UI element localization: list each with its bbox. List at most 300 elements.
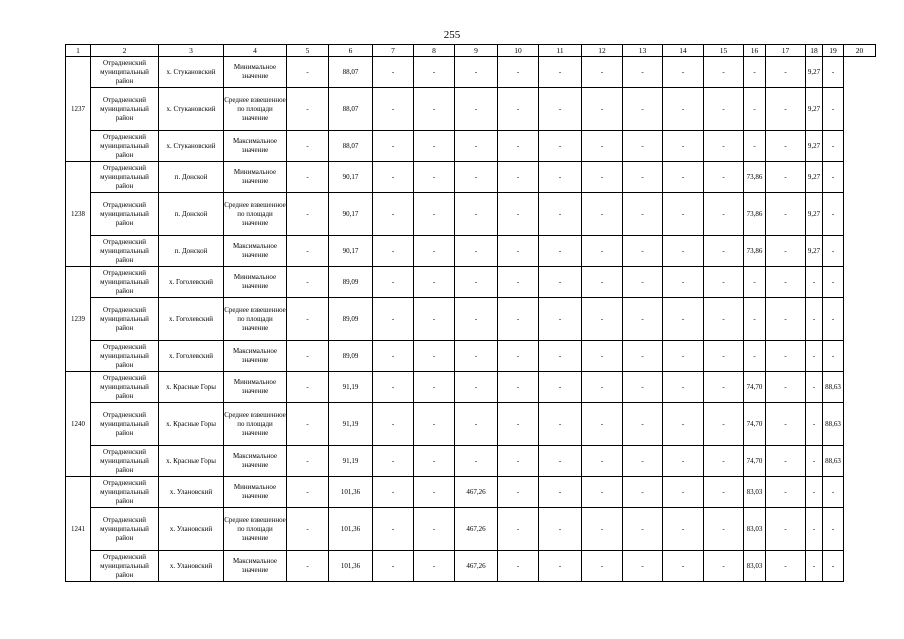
table-cell: - (539, 236, 582, 267)
table-cell: 91,19 (329, 403, 373, 446)
column-header: 16 (744, 45, 766, 57)
table-cell: - (704, 551, 744, 582)
table-cell: - (623, 57, 663, 88)
table-cell: - (455, 341, 498, 372)
column-header: 5 (287, 45, 329, 57)
table-cell: - (455, 298, 498, 341)
table-cell: - (455, 162, 498, 193)
table-row (66, 162, 876, 193)
column-header: 19 (823, 45, 844, 57)
table-cell: - (663, 341, 704, 372)
table-cell: - (287, 193, 329, 236)
table-cell: - (582, 508, 623, 551)
table-row (66, 57, 876, 88)
column-header: 1 (66, 45, 91, 57)
table-row (66, 508, 876, 551)
table-cell: Минимальное значение (224, 57, 287, 88)
table-cell: - (704, 372, 744, 403)
table-cell: - (498, 88, 539, 131)
table-cell: - (806, 446, 823, 477)
table-cell: - (539, 446, 582, 477)
table-cell: - (663, 162, 704, 193)
table-cell: - (806, 403, 823, 446)
table-cell: - (287, 162, 329, 193)
table-cell: - (373, 477, 414, 508)
table-cell: Минимальное значение (224, 267, 287, 298)
table-cell: - (704, 236, 744, 267)
table-cell: - (704, 131, 744, 162)
table-cell: - (663, 403, 704, 446)
table-cell: - (582, 236, 623, 267)
table-cell: - (582, 298, 623, 341)
page-number: 255 (443, 29, 461, 41)
table-cell: - (373, 88, 414, 131)
table-cell: - (823, 57, 844, 88)
table-cell: - (744, 131, 766, 162)
table-cell: - (663, 298, 704, 341)
table-cell: - (582, 162, 623, 193)
table-cell: 101,36 (329, 508, 373, 551)
table-cell: 73,86 (744, 193, 766, 236)
table-cell: - (414, 403, 455, 446)
table-cell: - (414, 477, 455, 508)
table-cell: - (373, 236, 414, 267)
table-cell: 88,07 (329, 131, 373, 162)
column-header: 17 (766, 45, 806, 57)
table-cell: - (539, 267, 582, 298)
table-cell: - (663, 508, 704, 551)
table-cell: 73,86 (744, 236, 766, 267)
table-cell: - (498, 57, 539, 88)
table-cell: х. Гоголевский (159, 267, 224, 298)
table-cell: - (823, 131, 844, 162)
table-cell: - (704, 341, 744, 372)
table-cell: - (582, 57, 623, 88)
table-cell: Отрадненский муниципальный район (91, 162, 159, 193)
table-cell: Отрадненский муниципальный район (91, 88, 159, 131)
table-cell: - (287, 477, 329, 508)
table-cell: - (766, 267, 806, 298)
table-cell: - (373, 446, 414, 477)
table-cell: - (663, 57, 704, 88)
table-cell: х. Улановский (159, 477, 224, 508)
table-cell: Максимальное значение (224, 341, 287, 372)
table-cell: - (373, 162, 414, 193)
table-cell: Отрадненский муниципальный район (91, 372, 159, 403)
column-header: 11 (539, 45, 582, 57)
table-cell: Минимальное значение (224, 162, 287, 193)
table-cell: - (823, 162, 844, 193)
table-cell: - (704, 446, 744, 477)
table-cell: - (663, 193, 704, 236)
table-cell: - (414, 267, 455, 298)
table-cell: - (663, 551, 704, 582)
table-cell: 74,70 (744, 372, 766, 403)
table-cell: - (373, 131, 414, 162)
table-cell: - (539, 193, 582, 236)
table-cell: Отрадненский муниципальный район (91, 403, 159, 446)
table-cell: 88,63 (823, 446, 844, 477)
table-row (66, 341, 876, 372)
column-header: 14 (663, 45, 704, 57)
table-cell: 88,63 (823, 403, 844, 446)
table-cell: - (823, 236, 844, 267)
table-cell: 74,70 (744, 446, 766, 477)
table-cell: - (582, 551, 623, 582)
table-cell: 83,03 (744, 477, 766, 508)
table-cell: 467,26 (455, 477, 498, 508)
table-cell: - (287, 131, 329, 162)
table-cell: - (663, 446, 704, 477)
table-cell: - (414, 298, 455, 341)
table-row (66, 372, 876, 403)
table-cell: х. Гоголевский (159, 298, 224, 341)
table-cell: п. Донской (159, 162, 224, 193)
table-cell: - (287, 341, 329, 372)
table-cell: 467,26 (455, 508, 498, 551)
table-cell: - (806, 298, 823, 341)
table-cell: - (539, 508, 582, 551)
table-cell: - (373, 551, 414, 582)
column-header: 12 (582, 45, 623, 57)
table-row (66, 267, 876, 298)
table-cell: - (823, 477, 844, 508)
table-cell: - (806, 372, 823, 403)
table-cell: - (766, 88, 806, 131)
table-cell: - (823, 508, 844, 551)
table-cell: - (373, 372, 414, 403)
record-number-cell: 1241 (66, 477, 91, 582)
table-cell: - (623, 477, 663, 508)
header-row (66, 45, 876, 57)
table-cell: - (498, 298, 539, 341)
record-number-cell: 1240 (66, 372, 91, 477)
table-body (66, 57, 876, 582)
table-cell: - (287, 236, 329, 267)
table-cell: - (623, 551, 663, 582)
table-cell: Среднее взвешенное по площади значение (224, 298, 287, 341)
table-cell: х. Красные Горы (159, 403, 224, 446)
table-cell: 9,27 (806, 193, 823, 236)
table-cell: Отрадненский муниципальный район (91, 341, 159, 372)
table-cell: - (287, 551, 329, 582)
table-cell: - (766, 446, 806, 477)
table-cell: - (373, 341, 414, 372)
table-cell: - (582, 193, 623, 236)
table-cell: - (823, 551, 844, 582)
table-cell: 88,07 (329, 57, 373, 88)
table-cell: - (287, 57, 329, 88)
table-cell: - (663, 88, 704, 131)
table-row (66, 477, 876, 508)
column-header: 20 (844, 45, 876, 57)
table-cell: Среднее взвешенное по площади значение (224, 403, 287, 446)
table-cell: - (806, 551, 823, 582)
table-cell: - (287, 508, 329, 551)
table-cell: 89,09 (329, 298, 373, 341)
table-cell: - (704, 57, 744, 88)
table-cell: - (623, 298, 663, 341)
table-cell: Максимальное значение (224, 446, 287, 477)
table-cell: - (287, 298, 329, 341)
table-cell: - (455, 267, 498, 298)
table-cell: - (287, 88, 329, 131)
table-cell: - (766, 298, 806, 341)
table-cell: - (806, 508, 823, 551)
column-header: 2 (91, 45, 159, 57)
table-cell: - (414, 131, 455, 162)
table-cell: - (704, 403, 744, 446)
table-cell: - (766, 131, 806, 162)
table-cell: - (704, 477, 744, 508)
table-cell: - (766, 477, 806, 508)
table-cell: х. Улановский (159, 551, 224, 582)
table-cell: 467,26 (455, 551, 498, 582)
table-cell: 101,36 (329, 477, 373, 508)
table-cell: - (766, 341, 806, 372)
table-cell: - (455, 57, 498, 88)
table-cell: - (704, 267, 744, 298)
table-cell: - (744, 88, 766, 131)
table-cell: - (663, 236, 704, 267)
table-cell: - (766, 508, 806, 551)
table-cell: - (373, 508, 414, 551)
table-cell: Минимальное значение (224, 477, 287, 508)
table-cell: Отрадненский муниципальный район (91, 298, 159, 341)
table-cell: 9,27 (806, 131, 823, 162)
table-cell: - (806, 477, 823, 508)
table-cell: - (663, 372, 704, 403)
table-cell: - (373, 267, 414, 298)
table-cell: - (744, 341, 766, 372)
table-cell: Отрадненский муниципальный район (91, 508, 159, 551)
data-table (65, 44, 876, 582)
table-cell: - (373, 403, 414, 446)
table-cell: - (414, 341, 455, 372)
table-cell: - (373, 193, 414, 236)
column-header: 4 (224, 45, 287, 57)
table-cell: 101,36 (329, 551, 373, 582)
table-cell: - (539, 298, 582, 341)
table-cell: - (539, 162, 582, 193)
table-cell: 90,17 (329, 236, 373, 267)
table-cell: - (414, 372, 455, 403)
table-cell: - (582, 267, 623, 298)
table-cell: - (414, 508, 455, 551)
table-cell: - (766, 162, 806, 193)
table-cell: - (623, 341, 663, 372)
table-cell: - (373, 57, 414, 88)
table-cell: - (823, 193, 844, 236)
table-row (66, 446, 876, 477)
table-cell: - (414, 446, 455, 477)
table-cell: 74,70 (744, 403, 766, 446)
table-cell: Отрадненский муниципальный район (91, 446, 159, 477)
table-cell: 90,17 (329, 193, 373, 236)
table-cell: - (623, 508, 663, 551)
table-cell: 91,19 (329, 372, 373, 403)
table-cell: - (455, 236, 498, 267)
table-cell: - (823, 341, 844, 372)
table-cell: - (498, 551, 539, 582)
table-cell: - (287, 372, 329, 403)
table-cell: Среднее взвешенное по площади значение (224, 508, 287, 551)
table-row (66, 551, 876, 582)
table-cell: - (539, 372, 582, 403)
table-cell: - (623, 267, 663, 298)
table-cell: - (766, 236, 806, 267)
table-cell: - (766, 551, 806, 582)
table-cell: Среднее взвешенное по площади значение (224, 193, 287, 236)
table-cell: 91,19 (329, 446, 373, 477)
table-row (66, 236, 876, 267)
record-number-cell: 1237 (66, 57, 91, 162)
table-cell: х. Улановский (159, 508, 224, 551)
table-cell: Минимальное значение (224, 372, 287, 403)
table-cell: - (498, 446, 539, 477)
table-cell: - (806, 267, 823, 298)
table-cell: - (663, 131, 704, 162)
table-cell: 90,17 (329, 162, 373, 193)
table-row (66, 88, 876, 131)
table-cell: - (455, 193, 498, 236)
table-row (66, 403, 876, 446)
table-cell: х. Стукановский (159, 131, 224, 162)
column-header: 7 (373, 45, 414, 57)
table-cell: - (744, 267, 766, 298)
table-cell: - (704, 298, 744, 341)
table-cell: 83,03 (744, 551, 766, 582)
table-cell: - (823, 298, 844, 341)
table-cell: - (766, 57, 806, 88)
table-cell: - (414, 193, 455, 236)
table-cell: - (455, 403, 498, 446)
table-cell: - (582, 341, 623, 372)
table-cell: - (623, 131, 663, 162)
table-cell: - (582, 131, 623, 162)
table-cell: - (582, 372, 623, 403)
table-cell: х. Стукановский (159, 57, 224, 88)
table-cell: - (704, 193, 744, 236)
table-cell: Максимальное значение (224, 551, 287, 582)
table-cell: - (766, 372, 806, 403)
table-cell: 89,09 (329, 267, 373, 298)
table-cell: 9,27 (806, 57, 823, 88)
table-cell: Отрадненский муниципальный район (91, 236, 159, 267)
table-cell: Среднее взвешенное по площади значение (224, 88, 287, 131)
table-cell: - (498, 162, 539, 193)
table-cell: - (539, 88, 582, 131)
column-header: 10 (498, 45, 539, 57)
table-cell: - (806, 341, 823, 372)
table-cell: - (582, 477, 623, 508)
table-cell: - (582, 403, 623, 446)
table-cell: - (539, 403, 582, 446)
table-cell: - (498, 508, 539, 551)
table-cell: - (498, 131, 539, 162)
table-cell: Отрадненский муниципальный район (91, 551, 159, 582)
table-cell: 9,27 (806, 88, 823, 131)
column-header: 13 (623, 45, 663, 57)
table-cell: - (539, 551, 582, 582)
record-number-cell: 1239 (66, 267, 91, 372)
table-cell: - (623, 193, 663, 236)
table-cell: - (455, 446, 498, 477)
table-cell: - (744, 298, 766, 341)
table-cell: - (373, 298, 414, 341)
table-cell: - (414, 57, 455, 88)
table-cell: - (823, 267, 844, 298)
table-cell: Максимальное значение (224, 236, 287, 267)
column-header: 3 (159, 45, 224, 57)
table-cell: - (582, 446, 623, 477)
table-cell: - (414, 236, 455, 267)
table-row (66, 298, 876, 341)
table-cell: 88,63 (823, 372, 844, 403)
table-cell: - (766, 403, 806, 446)
table-cell: - (498, 403, 539, 446)
table-cell: х. Красные Горы (159, 446, 224, 477)
table-cell: п. Донской (159, 236, 224, 267)
table-cell: - (414, 551, 455, 582)
table-cell: - (623, 88, 663, 131)
table-cell: - (539, 57, 582, 88)
table-cell: 9,27 (806, 162, 823, 193)
table-cell: - (287, 446, 329, 477)
table-cell: - (663, 477, 704, 508)
table-cell: - (287, 267, 329, 298)
table-cell: х. Красные Горы (159, 372, 224, 403)
column-header: 18 (806, 45, 823, 57)
table-cell: - (498, 477, 539, 508)
table-cell: - (498, 267, 539, 298)
table-cell: - (663, 267, 704, 298)
record-number-cell: 1238 (66, 162, 91, 267)
table-cell: Отрадненский муниципальный район (91, 57, 159, 88)
table-cell: Отрадненский муниципальный район (91, 477, 159, 508)
table-cell: - (704, 508, 744, 551)
table-cell: - (455, 131, 498, 162)
table-cell: х. Стукановский (159, 88, 224, 131)
table-cell: п. Донской (159, 193, 224, 236)
table-cell: - (498, 372, 539, 403)
table-cell: - (287, 403, 329, 446)
table-cell: - (823, 88, 844, 131)
table-cell: - (498, 236, 539, 267)
table-cell: 9,27 (806, 236, 823, 267)
table-cell: - (414, 162, 455, 193)
table-cell: - (623, 403, 663, 446)
table-cell: 89,09 (329, 341, 373, 372)
table-cell: Отрадненский муниципальный район (91, 193, 159, 236)
table-cell: - (455, 372, 498, 403)
column-header: 9 (455, 45, 498, 57)
table-cell: - (623, 372, 663, 403)
table-cell: - (498, 341, 539, 372)
table-row (66, 193, 876, 236)
table-cell: 83,03 (744, 508, 766, 551)
table-cell: - (582, 88, 623, 131)
table-cell: Максимальное значение (224, 131, 287, 162)
table-cell: - (498, 193, 539, 236)
table-cell: - (623, 236, 663, 267)
table-cell: - (455, 88, 498, 131)
table-cell: - (414, 88, 455, 131)
table-cell: - (623, 162, 663, 193)
table-cell: - (539, 477, 582, 508)
table-row (66, 131, 876, 162)
table-cell: х. Гоголевский (159, 341, 224, 372)
